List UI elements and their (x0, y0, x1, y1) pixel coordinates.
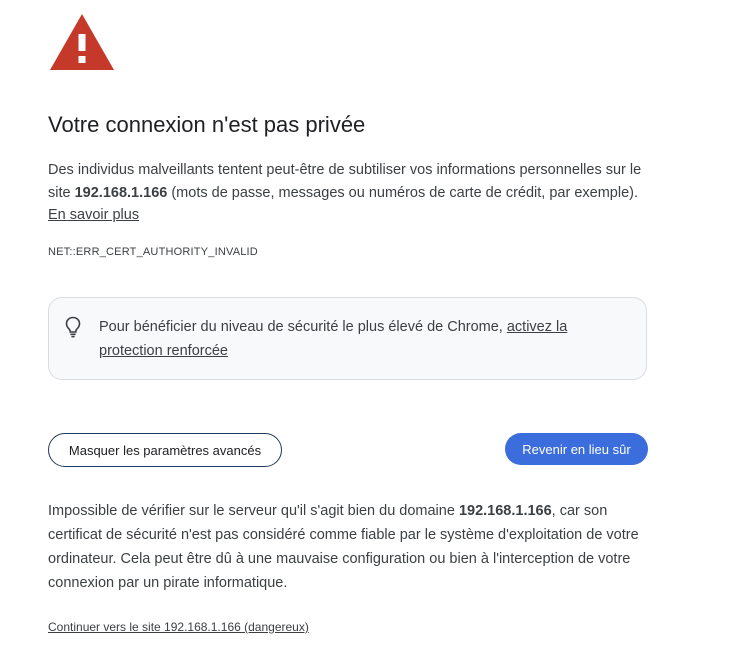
hint-text-body: Pour bénéficier du niveau de sécurité le plus élevé de Chrome, (99, 319, 507, 335)
intro-text-part2: (mots de passe, messages ou numéros de carte de crédit, par exemple). (167, 184, 638, 201)
warning-triangle-icon (48, 12, 116, 72)
proceed-unsafe-link[interactable]: Continuer vers le site 192.168.1.166 (dangereux) (48, 620, 309, 634)
intro-text (48, 159, 649, 227)
intro-host: 192.168.1.166 (74, 184, 168, 201)
enhanced-protection-hint (48, 297, 647, 380)
learn-more-link[interactable]: En savoir plus (48, 207, 140, 223)
lightbulb-icon (65, 316, 81, 338)
details-host: 192.168.1.166 (458, 503, 552, 519)
details-text-part1: Impossible de vérifier sur le serveur qu'il s'agit bien du domaine (48, 503, 459, 519)
back-to-safety-button[interactable]: Revenir en lieu sûr (505, 433, 648, 465)
details-text-part2: , car son certificat de sécurité n'est pas considéré comme fiable par le système d'exploitation de votre ordinateur. Cela peut être dû à une mauvaise configuration ou bien à l'interception de votre connexion par un pirate informatique. (48, 503, 639, 591)
page-title: Votre connexion n'est pas privée (48, 112, 366, 137)
advanced-toggle-button[interactable]: Masquer les paramètres avancés (48, 433, 282, 467)
hint-text (99, 315, 619, 363)
intro-text-part1: Des individus malveillants tentent peut-être de subtiliser vos informations personnelles sur le site (48, 162, 642, 201)
error-code: NET::ERR_CERT_AUTHORITY_INVALID (48, 246, 258, 258)
details-text (48, 499, 658, 595)
enhanced-protection-link[interactable]: activez la protection renforcée (99, 319, 568, 359)
